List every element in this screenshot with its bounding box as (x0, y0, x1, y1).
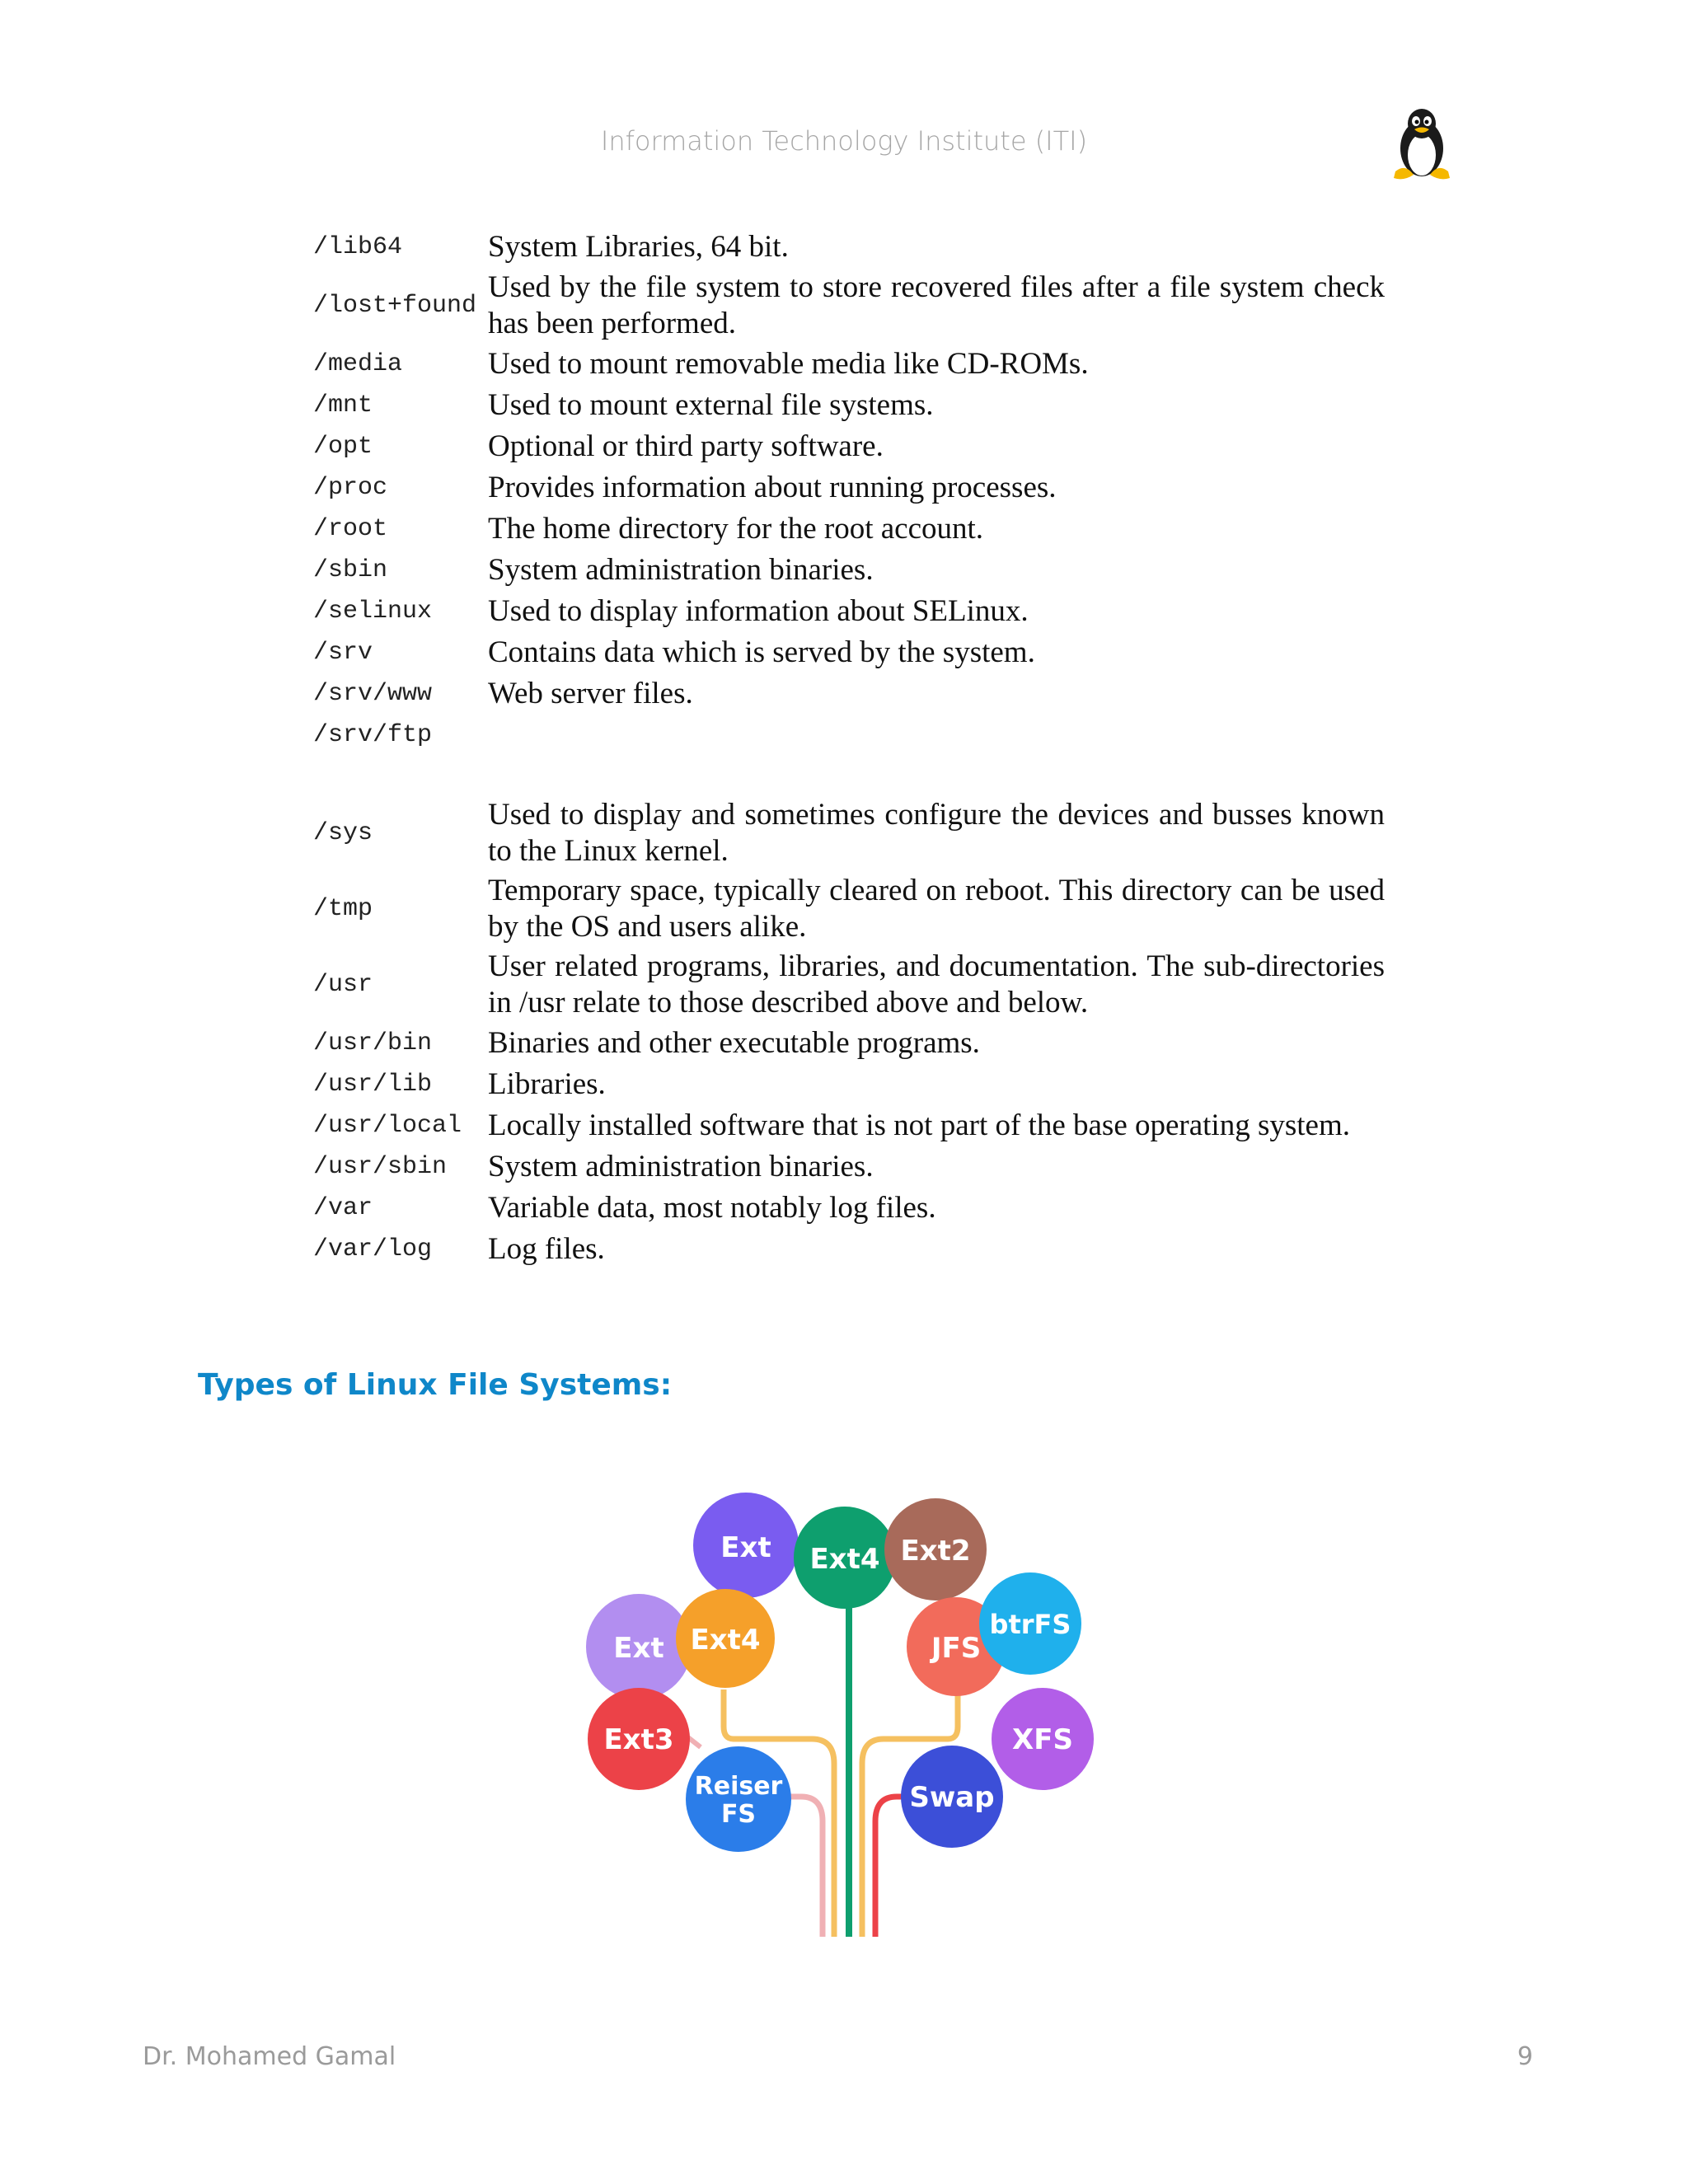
directory-row (313, 550, 1385, 591)
directory-path: /lost+found (313, 292, 477, 320)
fs-node-label: Reiser (694, 1772, 783, 1801)
filesystem-types-figure (577, 1492, 1104, 1937)
directory-description: Locally installed software that is not part of the base operating system. (488, 1108, 1350, 1142)
fs-node-reiserfs (686, 1746, 791, 1852)
directory-description: Web server files. (488, 677, 693, 710)
directory-row (313, 467, 1385, 509)
directory-description: Variable data, most notably log files. (488, 1191, 936, 1225)
directory-row (313, 871, 1385, 947)
directory-row (313, 1188, 1385, 1229)
directory-description: System Libraries, 64 bit. (488, 230, 789, 264)
directory-row (313, 591, 1385, 632)
directory-row (313, 1064, 1385, 1105)
fs-node-xfs (992, 1688, 1094, 1790)
directory-description: Temporary space, typically cleared on reboot. This directory can be used by the OS and users alike. (488, 874, 1385, 944)
footer-page-number: 9 (1517, 2042, 1533, 2071)
fs-node-btrfs (979, 1572, 1081, 1675)
directory-description (488, 715, 1385, 756)
directory-path: /mnt (313, 391, 373, 419)
directory-path: /srv/www (313, 680, 433, 708)
directory-path: /media (313, 350, 403, 378)
directory-path: /usr/lib (313, 1071, 433, 1099)
directory-description: Log files. (488, 1232, 605, 1266)
table-spacer (313, 756, 1385, 795)
fs-node-ext4-center (794, 1507, 896, 1609)
directory-path: /proc (313, 474, 388, 502)
directory-description: Used to display and sometimes configure the devices and busses known to the Linux kernel. (488, 798, 1385, 868)
header-title: Information Technology Institute (ITI) (600, 125, 1088, 157)
fs-node-label: Ext4 (809, 1543, 880, 1576)
fs-node-label: Ext (720, 1531, 771, 1564)
fs-node-label: JFS (931, 1632, 982, 1665)
directory-path: /var/log (313, 1235, 433, 1263)
fs-node-ext3 (588, 1688, 690, 1790)
directory-path: /lib64 (313, 233, 403, 261)
directory-description: User related programs, libraries, and documentation. The sub-directories in /usr relate to those described above and below. (488, 949, 1385, 1019)
directory-description: Libraries. (488, 1067, 606, 1101)
tree-stem (783, 1797, 823, 1937)
directory-row (313, 385, 1385, 426)
fs-node-label: Ext2 (900, 1535, 971, 1568)
directory-row (313, 1023, 1385, 1064)
directory-row (313, 673, 1385, 715)
directory-row (313, 344, 1385, 385)
directory-description: Used to mount removable media like CD-ROMs. (488, 347, 1089, 381)
footer-author: Dr. Mohamed Gamal (143, 2042, 396, 2071)
fs-node-ext2 (884, 1498, 987, 1601)
directory-description: Contains data which is served by the system. (488, 635, 1035, 669)
directory-description: System administration binaries. (488, 1150, 874, 1183)
fs-node-label: XFS (1012, 1723, 1073, 1756)
directory-description: Used to display information about SELinux. (488, 594, 1029, 628)
fs-node-label: Ext4 (690, 1624, 761, 1657)
fs-node-ext-left (586, 1594, 692, 1699)
directory-path: /usr/bin (313, 1029, 433, 1057)
section-title: Types of Linux File Systems: (198, 1368, 673, 1402)
directory-description: Optional or third party software. (488, 429, 884, 463)
directory-description: Binaries and other executable programs. (488, 1026, 980, 1060)
directory-path: /sys (313, 819, 373, 847)
directory-path: /usr (313, 971, 373, 999)
directory-path: /sbin (313, 556, 388, 584)
directory-row (313, 632, 1385, 673)
directory-row (313, 1229, 1385, 1270)
directory-path: /root (313, 515, 388, 543)
directory-description: System administration binaries. (488, 553, 874, 587)
fs-node-ext4-left (676, 1589, 775, 1688)
directory-row (313, 1105, 1385, 1146)
directory-row (313, 509, 1385, 550)
directory-path: /srv/ftp (313, 721, 433, 749)
fs-node-label: FS (720, 1800, 757, 1829)
fs-node-ext-top (693, 1493, 799, 1598)
directory-row (313, 947, 1385, 1023)
directory-row (313, 1146, 1385, 1188)
directory-table (313, 227, 1385, 1270)
fs-node-label: Ext (613, 1632, 664, 1665)
directory-row (313, 426, 1385, 467)
fs-node-label: Swap (909, 1781, 995, 1814)
directory-path: /usr/sbin (313, 1153, 448, 1181)
directory-path: /selinux (313, 598, 433, 626)
directory-description: Provides information about running processes. (488, 471, 1057, 504)
directory-row (313, 268, 1385, 344)
directory-description: The home directory for the root account. (488, 512, 984, 546)
directory-path: /srv (313, 639, 373, 667)
fs-node-label: btrFS (989, 1609, 1071, 1640)
directory-path: /var (313, 1194, 373, 1222)
directory-row (313, 795, 1385, 871)
directory-path: /tmp (313, 895, 373, 923)
directory-row (313, 715, 1385, 756)
directory-description: Used to mount external file systems. (488, 388, 934, 422)
directory-row (313, 227, 1385, 268)
fs-node-label: Ext3 (603, 1723, 674, 1756)
directory-description: Used by the file system to store recovered files after a file system check has been performed. (488, 270, 1385, 340)
fs-node-swap (901, 1746, 1003, 1848)
directory-path: /usr/local (313, 1112, 462, 1140)
tux-penguin-icon (1389, 105, 1455, 181)
directory-path: /opt (313, 433, 373, 461)
